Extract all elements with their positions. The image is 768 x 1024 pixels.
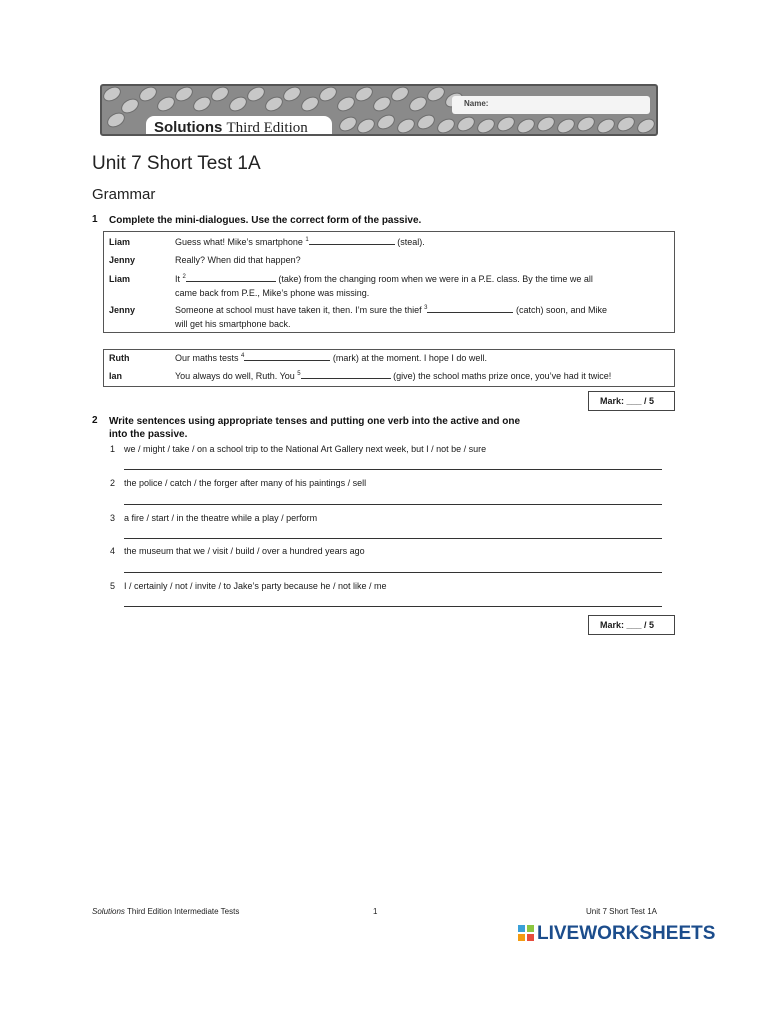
line-text: Our maths tests <box>175 353 242 363</box>
dialogue-line <box>175 272 673 286</box>
line-text: It <box>175 274 183 284</box>
dialogue-box-a <box>103 231 675 333</box>
header-banner <box>100 84 658 136</box>
item-prompt: a fire / start / in the theatre while a play / perform <box>124 513 318 523</box>
speaker: Jenny <box>109 255 136 265</box>
item-number: 1 <box>110 444 116 454</box>
q2-mark-label: Mark: ___ / 5 <box>600 620 655 630</box>
item-number: 2 <box>110 478 116 488</box>
item-number: 5 <box>110 581 116 591</box>
line-text: (take) from the changing room when we were in a P.E. class. By the time we all <box>275 274 593 284</box>
q1-instruction <box>92 214 692 228</box>
speaker: Ruth <box>109 353 130 363</box>
name-field[interactable] <box>452 96 650 114</box>
dialogue-box-b <box>103 349 675 387</box>
q2-instruction <box>92 415 692 443</box>
item-prompt: I / certainly / not / invite / to Jake’s party because he / not like / me <box>124 581 387 591</box>
item-number: 3 <box>110 513 116 523</box>
q2-mark-box <box>588 615 675 635</box>
name-label: Name: <box>464 99 489 108</box>
page-title: Unit 7 Short Test 1A <box>92 153 261 174</box>
dialogue-line-cont: will get his smartphone back. <box>175 319 291 329</box>
liveworksheets-text: LIVEWORKSHEETS <box>537 923 716 944</box>
q1-mark-label: Mark: ___ / 5 <box>600 396 655 406</box>
speaker: Ian <box>109 371 123 381</box>
gap-number: 5 <box>297 371 301 377</box>
footer-page-number: 1 <box>373 907 378 916</box>
answer-blank[interactable] <box>427 303 513 313</box>
liveworksheets-logo-icon <box>518 924 535 941</box>
footer-left-text: Third Edition Intermediate Tests <box>124 907 240 916</box>
line-text: (steal). <box>394 237 425 247</box>
answer-blank[interactable] <box>309 235 395 245</box>
brand-logo <box>154 119 308 136</box>
speaker: Liam <box>109 237 131 247</box>
footer-right: Unit 7 Short Test 1A <box>586 907 657 916</box>
line-text: (catch) soon, and Mike <box>513 305 608 315</box>
brand-edition: Third Edition <box>226 120 308 136</box>
item-number: 4 <box>110 546 116 556</box>
dialogue-line-cont: came back from P.E., Mike’s phone was missing. <box>175 288 370 298</box>
answer-blank[interactable] <box>186 272 276 282</box>
dialogue-line <box>175 351 673 365</box>
brand-name: Solutions <box>154 119 223 136</box>
q1-instruction-text: Complete the mini-dialogues. Use the correct form of the passive. <box>109 215 422 226</box>
dialogue-line <box>175 303 673 317</box>
item-prompt: we / might / take / on a school trip to the National Art Gallery next week, but I / not be / sure <box>124 444 487 454</box>
answer-line[interactable] <box>124 469 662 470</box>
line-text: (mark) at the moment. I hope I do well. <box>330 353 487 363</box>
dialogue-line: Really? When did that happen? <box>175 255 301 265</box>
brand-tab <box>146 116 332 136</box>
q2-instruction-line1: Write sentences using appropriate tenses and putting one verb into the active and one <box>109 416 521 427</box>
gap-number: 3 <box>424 305 428 311</box>
dialogue-row <box>109 303 669 331</box>
liveworksheets-watermark <box>518 923 715 945</box>
q2-number: 2 <box>92 415 98 426</box>
q2-instruction-line2: into the passive. <box>109 429 188 440</box>
line-text: Guess what! Mike’s smartphone <box>175 237 306 247</box>
item-prompt: the police / catch / the forger after many of his paintings / sell <box>124 478 367 488</box>
answer-blank[interactable] <box>301 369 391 379</box>
q1-number: 1 <box>92 214 98 225</box>
q1-mark-box <box>588 391 675 411</box>
section-heading: Grammar <box>92 186 156 203</box>
answer-blank[interactable] <box>244 351 330 361</box>
answer-line[interactable] <box>124 504 662 505</box>
answer-line[interactable] <box>124 606 662 607</box>
dialogue-line <box>175 369 675 383</box>
answer-line[interactable] <box>124 538 662 539</box>
gap-number: 4 <box>241 353 245 359</box>
footer-italic: Solutions <box>92 907 125 916</box>
dialogue-row <box>109 272 669 300</box>
line-text: Someone at school must have taken it, then. I’m sure the thief <box>175 305 425 315</box>
gap-number: 1 <box>305 237 309 243</box>
line-text: You always do well, Ruth. You <box>175 371 298 381</box>
gap-number: 2 <box>182 274 186 280</box>
answer-line[interactable] <box>124 572 662 573</box>
item-prompt: the museum that we / visit / build / over a hundred years ago <box>124 546 365 556</box>
dialogue-line <box>175 235 673 249</box>
line-text: (give) the school maths prize once, you’ve had it twice! <box>390 371 612 381</box>
speaker: Jenny <box>109 305 136 315</box>
footer-left <box>92 907 239 916</box>
speaker: Liam <box>109 274 131 284</box>
